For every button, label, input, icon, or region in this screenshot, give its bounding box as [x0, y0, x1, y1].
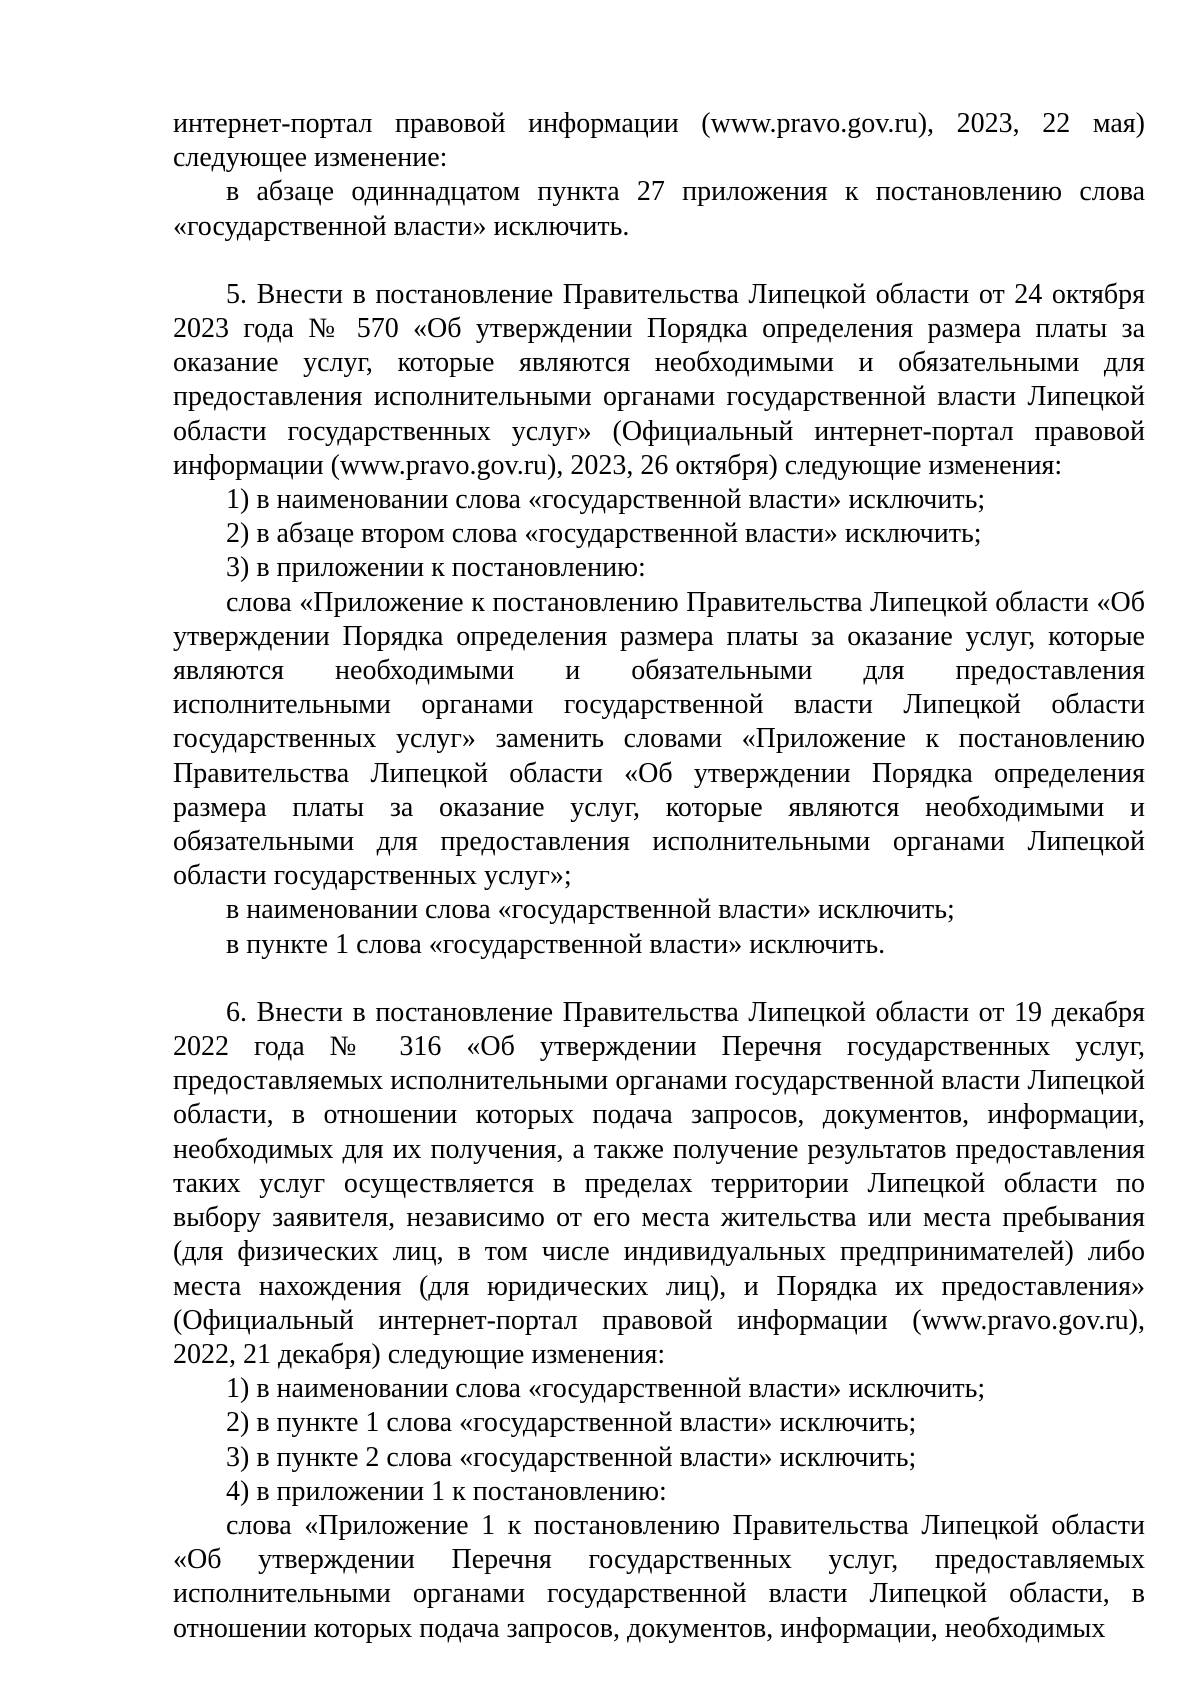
paragraph-item-5-replacement: слова «Приложение к постановлению Правительства Липецкой области «Об утверждении Порядка определения размера платы за оказание услуг, которые являются необходимыми и обязательными для предоставления исполнительными органами государственной власти Липецкой области государственных услуг» заменить словами «Приложение к постановлению Правительства Липецкой области «Об утверждении Порядка определения размера платы за оказание услуг, которые являются необходимыми и обязательными для предоставления исполнительными органами Липецкой области государственных услуг»;: [173, 586, 1145, 892]
paragraph-item-6-sub-3: 3) в пункте 2 слова «государственной власти» исключить;: [226, 1441, 917, 1473]
paragraph-item-5-sub-1: 1) в наименовании слова «государственной власти» исключить;: [226, 484, 986, 516]
paragraph-item-6-replacement: слова «Приложение 1 к постановлению Правительства Липецкой области «Об утверждении Перечня государственных услуг, предоставляемых исполнительными органами государственной власти Липецкой области, в отношении которых подача запросов, документов, информации, необходимых: [173, 1509, 1145, 1644]
paragraph-item-6-sub-2: 2) в пункте 1 слова «государственной власти» исключить;: [226, 1407, 917, 1439]
paragraph-item-6: 6. Внести в постановление Правительства Липецкой области от 19 декабря 2022 года № 316 «Об утверждении Перечня государственных услуг, предоставляемых исполнительными органами государственной власти Липецкой области, в отношении которых подача запросов, документов, информации, необходимых для их получения, а также получение результатов предоставления таких услуг осуществляется в пределах территории Липецкой области по выбору заявителя, независимо от его места жительства или места пребывания (для физических лиц, в том числе индивидуальных предпринимателей) либо места нахождения (для юридических лиц), и Порядка их предоставления» (Официальный интернет-портал правовой информации (www.pravo.gov.ru), 2022, 21 декабря) следующие изменения:: [173, 996, 1145, 1370]
paragraph-item-5-sub-3: 3) в приложении к постановлению:: [226, 552, 646, 584]
paragraph-item-5-point-1-change: в пункте 1 слова «государственной власти» исключить.: [226, 928, 886, 960]
paragraph-item-5-title-change: в наименовании слова «государственной власти» исключить;: [226, 894, 955, 926]
paragraph-item-6-sub-1: 1) в наименовании слова «государственной власти» исключить;: [226, 1373, 986, 1405]
paragraph-item-5-sub-2: 2) в абзаце втором слова «государственной власти» исключить;: [226, 518, 982, 550]
paragraph-item-6-sub-4: 4) в приложении 1 к постановлению:: [226, 1475, 667, 1507]
paragraph-portal-continuation: интернет-портал правовой информации (www.pravo.gov.ru), 2023, 22 мая) следующее изменение:: [173, 108, 1145, 174]
document-page: [173, 107, 1145, 1646]
paragraph-item-5: 5. Внести в постановление Правительства Липецкой области от 24 октября 2023 года № 570 «Об утверждении Порядка определения размера платы за оказание услуг, которые являются необходимыми и обязательными для предоставления исполнительными органами государственной власти Липецкой области государственных услуг» (Официальный интернет-портал правовой информации (www.pravo.gov.ru), 2023, 26 октября) следующие изменения:: [173, 278, 1145, 481]
paragraph-article-27-change: в абзаце одиннадцатом пункта 27 приложения к постановлению слова «государственной власти» исключить.: [173, 176, 1145, 242]
